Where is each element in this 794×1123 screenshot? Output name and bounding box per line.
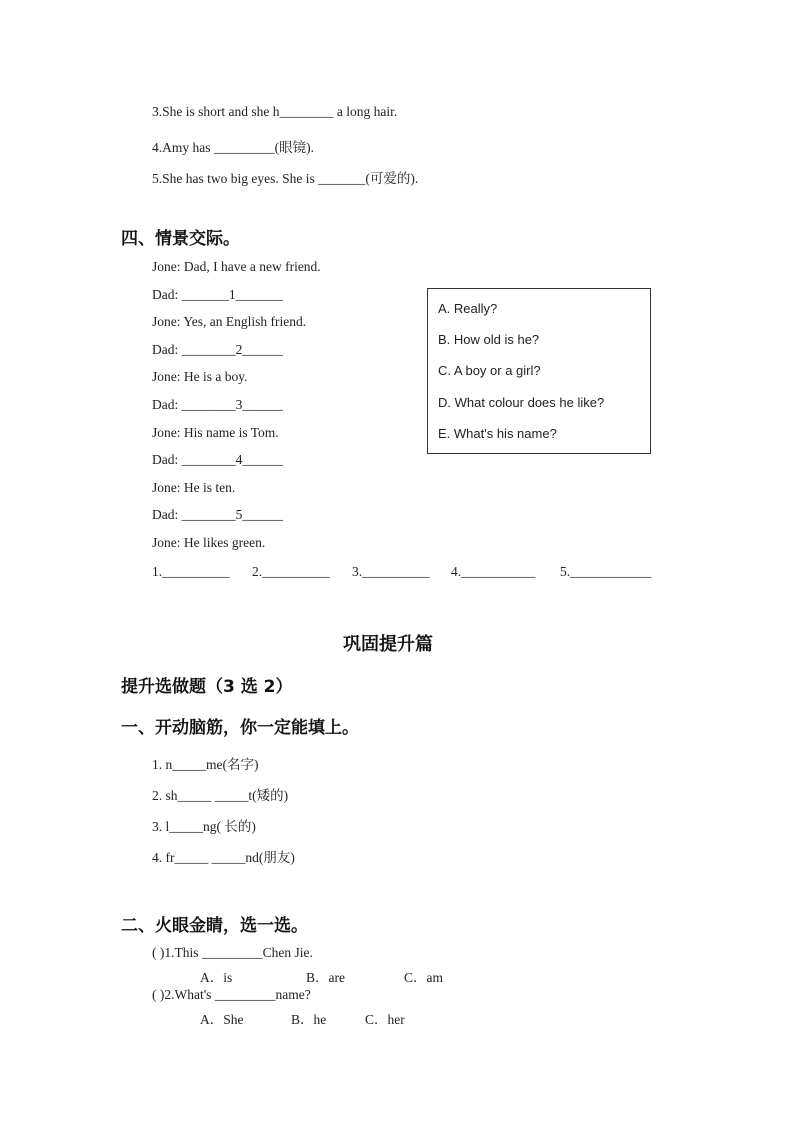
consolidate-title: 巩固提升篇 (343, 634, 433, 655)
section-4-heading: 四、情景交际。 (121, 229, 240, 249)
elective-heading: 提升选做题（3 选 2） (121, 677, 293, 697)
answer-blank-3: 3.__________ (352, 564, 430, 579)
dialogue-line-8: Dad: ________4______ (152, 452, 283, 467)
options-box (427, 288, 651, 454)
q1-choice-b: B．are (306, 970, 345, 985)
dialogue-line-1: Jone: Dad, I have a new friend. (152, 259, 321, 274)
dialogue-line-7: Jone: His name is Tom. (152, 425, 279, 440)
q2-choice-c: C．her (365, 1012, 405, 1027)
dialogue-line-2: Dad: _______1_______ (152, 287, 283, 302)
option-c: C. A boy or a girl? (438, 363, 541, 378)
option-e: E. What's his name? (438, 426, 557, 441)
spelling-item-4: 4. fr_____ _____nd(朋友) (152, 850, 295, 865)
spelling-item-2: 2. sh_____ _____t(矮的) (152, 788, 289, 803)
answer-blank-2: 2.__________ (252, 564, 330, 579)
dialogue-line-3: Jone: Yes, an English friend. (152, 314, 307, 329)
option-d: D. What colour does he like? (438, 395, 605, 410)
q2-choice-a: A．She (200, 1012, 244, 1027)
spelling-item-1: 1. n_____me(名字) (152, 757, 259, 772)
fill-line-3: 3.She is short and she h________ a long hair. (152, 104, 398, 119)
option-a: A. Really? (438, 301, 498, 316)
spelling-item-3: 3. l_____ng( 长的) (152, 819, 256, 834)
dialogue-line-6: Dad: ________3______ (152, 397, 283, 412)
section-1-heading: 一、开动脑筋，你一定能填上。 (121, 718, 359, 738)
answer-blank-5: 5.____________ (560, 564, 652, 579)
dialogue-line-11: Jone: He likes green. (152, 535, 266, 550)
fill-line-5: 5.She has two big eyes. She is _______(可爱的). (152, 171, 419, 186)
q2-choice-b: B．he (291, 1012, 327, 1027)
q1-choice-a: A．is (200, 970, 233, 985)
dialogue-line-10: Dad: ________5______ (152, 507, 283, 522)
dialogue-line-4: Dad: ________2______ (152, 342, 283, 357)
q1-choice-c: C．am (404, 970, 443, 985)
answer-blank-1: 1.__________ (152, 564, 230, 579)
section-2-heading: 二、火眼金睛，选一选。 (121, 916, 308, 936)
fill-line-4: 4.Amy has _________(眼镜). (152, 140, 314, 155)
choice-question-1: ( )1.This _________Chen Jie. (152, 945, 313, 960)
dialogue-line-5: Jone: He is a boy. (152, 369, 248, 384)
option-b: B. How old is he? (438, 332, 540, 347)
dialogue-line-9: Jone: He is ten. (152, 480, 236, 495)
answer-blank-4: 4.___________ (451, 564, 536, 579)
choice-question-2: ( )2.What's _________name? (152, 987, 311, 1002)
